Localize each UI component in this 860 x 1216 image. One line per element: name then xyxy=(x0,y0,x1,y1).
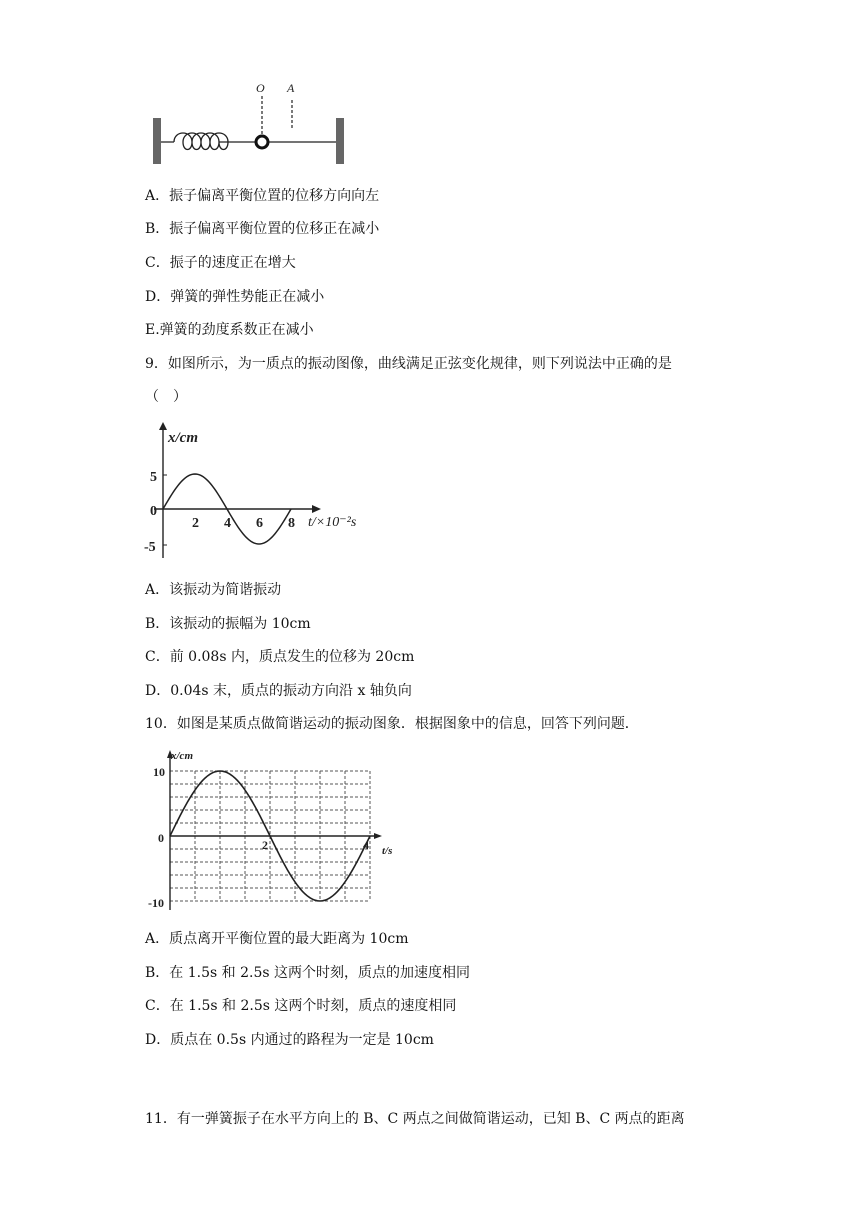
q10-ytick-neg10: -10 xyxy=(148,896,164,910)
q9-y-arrow xyxy=(159,422,167,430)
q10-x-label: t/s xyxy=(382,845,393,857)
q9-option-a: A．该振动为简谐振动 xyxy=(145,582,282,598)
label-a: A xyxy=(287,81,295,95)
q9-option-b: B．该振动的振幅为 10cm xyxy=(145,616,311,632)
q10-chart xyxy=(145,746,405,916)
q8-option-e: E.弹簧的劲度系数正在减小 xyxy=(145,322,314,338)
q9-xtick-6: 6 xyxy=(256,516,263,531)
spring-figure xyxy=(150,78,350,166)
q10-ytick-10: 10 xyxy=(153,765,165,779)
q9-ytick-0: 0 xyxy=(150,504,157,519)
q8-option-d: D．弹簧的弹性势能正在减小 xyxy=(145,289,325,305)
q10-option-d: D．质点在 0.5s 内通过的路程为一定是 10cm xyxy=(145,1032,434,1048)
q9-chart xyxy=(140,420,370,560)
q9-xtick-4: 4 xyxy=(224,516,231,531)
q8-option-a: A．振子偏离平衡位置的位移方向向左 xyxy=(145,188,380,204)
q9-stem: 9．如图所示，为一质点的振动图像，曲线满足正弦变化规律，则下列说法中正确的是 xyxy=(145,356,672,372)
left-wall xyxy=(153,118,161,164)
q9-option-c: C．前 0.08s 内，质点发生的位移为 20cm xyxy=(145,649,415,665)
q10-option-a: A．质点离开平衡位置的最大距离为 10cm xyxy=(145,931,409,947)
q9-y-label: x/cm xyxy=(168,430,198,446)
q10-stem: 10．如图是某质点做简谐运动的振动图象．根据图象中的信息，回答下列问题． xyxy=(145,716,639,732)
q9-xtick-8: 8 xyxy=(288,516,295,531)
label-o: O xyxy=(256,81,265,95)
q10-xtick-2: 2 xyxy=(262,838,268,852)
q11-stem: 11．有一弹簧振子在水平方向上的 B、C 两点之间做简谐运动，已知 B、C 两点的距离 xyxy=(145,1111,685,1127)
q10-option-c: C．在 1.5s 和 2.5s 这两个时刻，质点的速度相同 xyxy=(145,998,457,1014)
q8-option-c: C．振子的速度正在增大 xyxy=(145,255,296,271)
q10-ytick-0: 0 xyxy=(158,831,164,845)
q10-y-label: x/cm xyxy=(171,750,193,762)
q9-option-d: D．0.04s 末，质点的振动方向沿 x 轴负向 xyxy=(145,683,412,699)
oscillator-ball xyxy=(256,136,268,148)
q9-ytick-neg5: -5 xyxy=(144,540,156,555)
q9-x-arrow xyxy=(312,505,321,513)
q9-paren: （ ） xyxy=(145,389,187,405)
q9-ytick-5: 5 xyxy=(150,470,157,485)
q10-x-arrow xyxy=(374,833,382,839)
q10-xtick-4: 4 xyxy=(363,838,369,852)
q9-x-label: t/×10⁻²s xyxy=(308,515,357,530)
q8-option-b: B．振子偏离平衡位置的位移正在减小 xyxy=(145,221,380,237)
q9-xtick-2: 2 xyxy=(192,516,199,531)
q10-option-b: B．在 1.5s 和 2.5s 这两个时刻，质点的加速度相同 xyxy=(145,965,470,981)
right-wall xyxy=(336,118,344,164)
